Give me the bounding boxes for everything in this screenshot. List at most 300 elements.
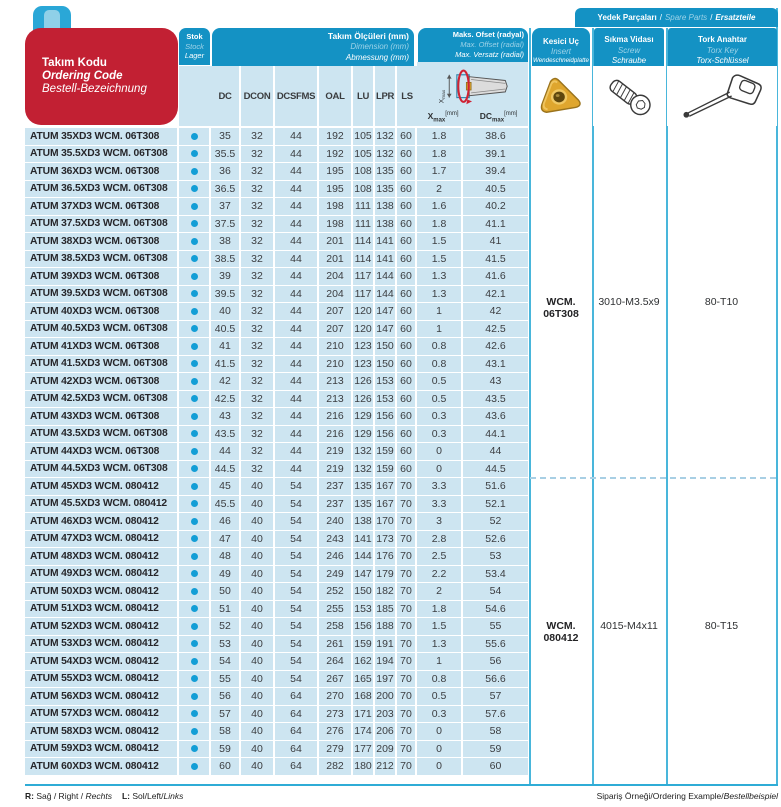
dc-cell: 59 — [211, 741, 241, 759]
lpr-cell: 147 — [375, 321, 397, 339]
stock-dot-icon — [191, 518, 198, 525]
table-row — [25, 303, 528, 321]
stock-cell — [179, 461, 211, 479]
dcmax-cell: 55.6 — [463, 636, 528, 654]
dcmax-cell: 52.1 — [463, 496, 528, 514]
dcon-cell: 32 — [241, 426, 275, 444]
dcmax-cell: 42 — [463, 303, 528, 321]
dcon-cell: 32 — [241, 408, 275, 426]
lpr-cell: 150 — [375, 356, 397, 374]
dcon-cell: 40 — [241, 566, 275, 584]
lu-cell: 132 — [353, 461, 375, 479]
dc-cell: 54 — [211, 653, 241, 671]
radial-offset-diagram-icon — [435, 69, 511, 111]
table-row — [25, 741, 528, 759]
dcon-cell: 32 — [241, 233, 275, 251]
stock-cell — [179, 723, 211, 741]
dcon-cell: 40 — [241, 548, 275, 566]
xmax-label: $X_{max}[mm]$ — [427, 111, 459, 124]
torx-key-label-de: Torx-Schlüssel — [696, 56, 749, 66]
torx-key-label-tr: Tork Anahtar — [698, 35, 747, 45]
product-code-cell: ATUM 44.5XD3 WCM. 06T308 — [25, 461, 179, 479]
stock-dot-icon — [191, 500, 198, 507]
stock-dot-icon — [191, 570, 198, 577]
left-hand-de: Links — [163, 791, 184, 801]
col-header-oal: OAL — [319, 66, 353, 126]
xmax-cell: 1.8 — [417, 216, 463, 234]
stock-cell — [179, 181, 211, 199]
lpr-cell: 150 — [375, 338, 397, 356]
offset-sublabels — [417, 111, 528, 124]
xmax-cell: 0 — [417, 443, 463, 461]
dc-cell: 39 — [211, 268, 241, 286]
ordering-code-label-en: Ordering Code — [42, 69, 123, 82]
oal-cell: 270 — [319, 688, 353, 706]
table-row — [25, 531, 528, 549]
stock-cell — [179, 286, 211, 304]
screw-icon — [600, 71, 658, 121]
dcsfms-cell: 54 — [275, 548, 319, 566]
oal-cell: 195 — [319, 181, 353, 199]
ls-cell: 60 — [397, 146, 417, 164]
oal-cell: 216 — [319, 426, 353, 444]
oal-cell: 219 — [319, 461, 353, 479]
dcon-cell: 32 — [241, 251, 275, 269]
ls-cell: 70 — [397, 706, 417, 724]
lu-cell: 126 — [353, 391, 375, 409]
lu-cell: 177 — [353, 741, 375, 759]
dcon-cell: 40 — [241, 496, 275, 514]
dcmax-cell: 43.1 — [463, 356, 528, 374]
dimensions-label-tr: Takım Ölçüleri (mm) — [327, 31, 409, 42]
dcmax-cell: 38.6 — [463, 128, 528, 146]
oal-cell: 246 — [319, 548, 353, 566]
product-code-cell: ATUM 35XD3 WCM. 06T308 — [25, 128, 179, 146]
lu-cell: 132 — [353, 443, 375, 461]
stock-cell — [179, 653, 211, 671]
xmax-cell: 0 — [417, 723, 463, 741]
dc-cell: 35.5 — [211, 146, 241, 164]
oal-cell: 210 — [319, 338, 353, 356]
dcmax-cell: 59 — [463, 741, 528, 759]
product-code-cell: ATUM 48XD3 WCM. 080412 — [25, 548, 179, 566]
dimension-subcolumns — [211, 66, 417, 126]
table-row — [25, 671, 528, 689]
col-header-dc: DC — [211, 66, 241, 126]
product-code-cell: ATUM 40.5XD3 WCM. 06T308 — [25, 321, 179, 339]
stock-dot-icon — [191, 378, 198, 385]
stock-cell — [179, 408, 211, 426]
dcsfms-cell: 44 — [275, 251, 319, 269]
stock-dot-icon — [191, 220, 198, 227]
lpr-cell: 135 — [375, 181, 397, 199]
dc-cell: 48 — [211, 548, 241, 566]
dc-cell: 43.5 — [211, 426, 241, 444]
lu-cell: 108 — [353, 181, 375, 199]
dcmax-cell: 53.4 — [463, 566, 528, 584]
dcmax-cell: 40.5 — [463, 181, 528, 199]
dcmax-cell: 41.1 — [463, 216, 528, 234]
table-row — [25, 251, 528, 269]
dcsfms-cell: 54 — [275, 496, 319, 514]
dcsfms-cell: 54 — [275, 566, 319, 584]
product-code-cell: ATUM 39XD3 WCM. 06T308 — [25, 268, 179, 286]
stock-cell — [179, 758, 211, 776]
xmax-cell: 0 — [417, 461, 463, 479]
lpr-cell: 144 — [375, 268, 397, 286]
dcon-cell: 32 — [241, 198, 275, 216]
table-row — [25, 636, 528, 654]
screw-label-en: Screw — [617, 45, 641, 55]
dimensions-label-en: Dimension (mm) — [350, 42, 409, 52]
dc-cell: 38 — [211, 233, 241, 251]
stock-dot-icon — [191, 728, 198, 735]
product-code-cell: ATUM 44XD3 WCM. 06T308 — [25, 443, 179, 461]
dcsfms-cell: 44 — [275, 408, 319, 426]
dcon-cell: 40 — [241, 706, 275, 724]
column-divider — [529, 28, 531, 785]
stock-cell — [179, 636, 211, 654]
ls-cell: 60 — [397, 216, 417, 234]
lpr-cell: 153 — [375, 391, 397, 409]
xmax-cell: 1.3 — [417, 636, 463, 654]
lpr-cell: 156 — [375, 408, 397, 426]
dcmax-cell: 42.5 — [463, 321, 528, 339]
product-code-cell: ATUM 56XD3 WCM. 080412 — [25, 688, 179, 706]
table-row — [25, 426, 528, 444]
torx-key-image-cell — [667, 66, 777, 126]
dcon-cell: 40 — [241, 758, 275, 776]
dc-cell: 38.5 — [211, 251, 241, 269]
dcmax-cell: 60 — [463, 758, 528, 776]
product-code-cell: ATUM 42XD3 WCM. 06T308 — [25, 373, 179, 391]
ordering-example-text: Sipariş Örneği/Ordering Example/ — [596, 791, 724, 801]
table-row — [25, 233, 528, 251]
oal-cell: 279 — [319, 741, 353, 759]
dimensions-label-de: Abmessung (mm) — [345, 52, 409, 62]
dcon-cell: 32 — [241, 181, 275, 199]
lpr-cell: 182 — [375, 583, 397, 601]
dcsfms-cell: 44 — [275, 233, 319, 251]
dcon-cell: 32 — [241, 268, 275, 286]
dcmax-cell: 55 — [463, 618, 528, 636]
product-code-cell: ATUM 43.5XD3 WCM. 06T308 — [25, 426, 179, 444]
oal-cell: 219 — [319, 443, 353, 461]
dc-cell: 44.5 — [211, 461, 241, 479]
oal-cell: 216 — [319, 408, 353, 426]
stock-cell — [179, 338, 211, 356]
ordering-code-header — [25, 28, 178, 125]
stock-dot-icon — [191, 675, 198, 682]
dc-cell: 37.5 — [211, 216, 241, 234]
lpr-cell: 179 — [375, 566, 397, 584]
dcsfms-cell: 54 — [275, 618, 319, 636]
dcon-cell: 32 — [241, 338, 275, 356]
ls-cell: 70 — [397, 513, 417, 531]
ls-cell: 60 — [397, 163, 417, 181]
dcmax-cell: 41.5 — [463, 251, 528, 269]
lu-cell: 147 — [353, 566, 375, 584]
lu-cell: 168 — [353, 688, 375, 706]
ls-cell: 60 — [397, 391, 417, 409]
dcmax-cell: 39.4 — [463, 163, 528, 181]
dcsfms-cell: 44 — [275, 426, 319, 444]
lu-cell: 108 — [353, 163, 375, 181]
lpr-cell: 144 — [375, 286, 397, 304]
ls-cell: 60 — [397, 198, 417, 216]
stock-cell — [179, 531, 211, 549]
product-table — [25, 128, 528, 776]
stock-dot-icon — [191, 483, 198, 490]
stock-cell — [179, 706, 211, 724]
dc-cell: 49 — [211, 566, 241, 584]
stock-dot-icon — [191, 395, 198, 402]
stock-cell — [179, 513, 211, 531]
dcon-cell: 32 — [241, 443, 275, 461]
ls-cell: 70 — [397, 496, 417, 514]
table-row — [25, 758, 528, 776]
table-row — [25, 496, 528, 514]
ls-cell: 60 — [397, 251, 417, 269]
lpr-cell: 153 — [375, 373, 397, 391]
oal-cell: 240 — [319, 513, 353, 531]
lpr-cell: 173 — [375, 531, 397, 549]
separator: / — [659, 13, 662, 22]
dcon-cell: 32 — [241, 373, 275, 391]
dcsfms-cell: 44 — [275, 391, 319, 409]
dc-cell: 39.5 — [211, 286, 241, 304]
dcmax-cell: 56.6 — [463, 671, 528, 689]
stock-cell — [179, 583, 211, 601]
stock-cell — [179, 496, 211, 514]
bottom-rule — [25, 784, 778, 786]
dc-cell: 42.5 — [211, 391, 241, 409]
dc-cell: 42 — [211, 373, 241, 391]
product-code-cell: ATUM 41.5XD3 WCM. 06T308 — [25, 356, 179, 374]
dcsfms-cell: 44 — [275, 461, 319, 479]
ordering-code-label-tr: Takım Kodu — [42, 56, 107, 69]
dcon-cell: 32 — [241, 303, 275, 321]
xmax-cell: 3 — [417, 513, 463, 531]
col-header-ls: LS — [397, 66, 417, 126]
oal-cell: 201 — [319, 251, 353, 269]
lu-cell: 150 — [353, 583, 375, 601]
dc-cell: 56 — [211, 688, 241, 706]
dc-cell: 60 — [211, 758, 241, 776]
ls-cell: 60 — [397, 286, 417, 304]
stock-label-tr: Stok — [186, 32, 203, 42]
dcsfms-cell: 54 — [275, 601, 319, 619]
lpr-cell: 147 — [375, 303, 397, 321]
dcmax-cell: 41.6 — [463, 268, 528, 286]
dcsfms-cell: 44 — [275, 268, 319, 286]
dcmax-cell: 57 — [463, 688, 528, 706]
product-code-cell: ATUM 39.5XD3 WCM. 06T308 — [25, 286, 179, 304]
col-header-dcon: DCON — [241, 66, 275, 126]
dcsfms-cell: 44 — [275, 338, 319, 356]
lu-cell: 138 — [353, 513, 375, 531]
stock-dot-icon — [191, 185, 198, 192]
insert-code-group2: WCM. 080412 — [543, 620, 579, 644]
dc-cell: 40.5 — [211, 321, 241, 339]
product-code-cell: ATUM 53XD3 WCM. 080412 — [25, 636, 179, 654]
stock-cell — [179, 741, 211, 759]
dcon-cell: 32 — [241, 163, 275, 181]
stock-dot-icon — [191, 203, 198, 210]
dc-cell: 52 — [211, 618, 241, 636]
dcsfms-cell: 64 — [275, 741, 319, 759]
stock-cell — [179, 391, 211, 409]
ls-cell: 60 — [397, 338, 417, 356]
stock-label-en: Stock — [185, 41, 204, 51]
insert-icon — [537, 74, 585, 118]
xmax-cell: 0.8 — [417, 356, 463, 374]
oal-cell: 204 — [319, 286, 353, 304]
dc-cell: 45.5 — [211, 496, 241, 514]
stock-cell — [179, 251, 211, 269]
table-row — [25, 513, 528, 531]
dcon-cell: 40 — [241, 601, 275, 619]
screw-label-tr: Sıkma Vidası — [604, 35, 654, 45]
lu-cell: 126 — [353, 373, 375, 391]
stock-dot-icon — [191, 623, 198, 630]
right-hand-key: R: — [25, 791, 34, 801]
dcmax-cell: 58 — [463, 723, 528, 741]
dcsfms-cell: 44 — [275, 163, 319, 181]
lu-cell: 159 — [353, 636, 375, 654]
table-row — [25, 653, 528, 671]
lpr-cell: 185 — [375, 601, 397, 619]
lu-cell: 135 — [353, 496, 375, 514]
xmax-cell: 1 — [417, 303, 463, 321]
dcmax-cell: 57.6 — [463, 706, 528, 724]
lpr-cell: 159 — [375, 443, 397, 461]
torx-code-group1: 80-T10 — [704, 296, 739, 308]
product-code-cell: ATUM 36XD3 WCM. 06T308 — [25, 163, 179, 181]
max-offset-label-en: Max. Offset (radial) — [460, 40, 524, 50]
xmax-cell: 2 — [417, 181, 463, 199]
product-code-cell: ATUM 55XD3 WCM. 080412 — [25, 671, 179, 689]
col-header-lu: LU — [353, 66, 375, 126]
stock-cell — [179, 128, 211, 146]
dcmax-cell: 42.1 — [463, 286, 528, 304]
table-row — [25, 566, 528, 584]
oal-cell: 213 — [319, 373, 353, 391]
table-row — [25, 408, 528, 426]
stock-dot-icon — [191, 290, 198, 297]
lu-cell: 153 — [353, 601, 375, 619]
left-hand-text: Sol/Left/ — [129, 791, 164, 801]
dc-cell: 37 — [211, 198, 241, 216]
dcmax-cell: 52.6 — [463, 531, 528, 549]
xmax-cell: 1 — [417, 653, 463, 671]
ls-cell: 60 — [397, 408, 417, 426]
table-row — [25, 601, 528, 619]
ls-cell: 60 — [397, 356, 417, 374]
spare-parts-band — [575, 8, 778, 27]
lpr-cell: 188 — [375, 618, 397, 636]
xmax-cell: 1.5 — [417, 233, 463, 251]
product-code-cell: ATUM 57XD3 WCM. 080412 — [25, 706, 179, 724]
right-hand-text: Sağ / Right / — [33, 791, 86, 801]
stock-cell — [179, 146, 211, 164]
dcmax-cell: 42.6 — [463, 338, 528, 356]
product-code-cell: ATUM 41XD3 WCM. 06T308 — [25, 338, 179, 356]
dcsfms-cell: 44 — [275, 356, 319, 374]
stock-label-de: Lager — [184, 51, 205, 61]
xmax-cell: 0 — [417, 758, 463, 776]
dcmax-cell: 40.2 — [463, 198, 528, 216]
oal-cell: 198 — [319, 198, 353, 216]
lu-cell: 180 — [353, 758, 375, 776]
dc-cell: 51 — [211, 601, 241, 619]
table-row — [25, 461, 528, 479]
lpr-cell: 194 — [375, 653, 397, 671]
ls-cell: 60 — [397, 443, 417, 461]
dc-cell: 35 — [211, 128, 241, 146]
ordering-example-de: Bestellbeispiel — [723, 791, 778, 801]
lu-cell: 105 — [353, 128, 375, 146]
screw-code-group2: 4015-M4x11 — [600, 620, 658, 632]
insert-label-tr: Kesici Uç — [542, 36, 580, 46]
oal-cell: 198 — [319, 216, 353, 234]
stock-cell — [179, 688, 211, 706]
lpr-cell: 159 — [375, 461, 397, 479]
dcsfms-cell: 44 — [275, 198, 319, 216]
table-row — [25, 146, 528, 164]
lpr-cell: 212 — [375, 758, 397, 776]
product-code-cell: ATUM 49XD3 WCM. 080412 — [25, 566, 179, 584]
dcmax-cell: 43.5 — [463, 391, 528, 409]
product-code-cell: ATUM 38.5XD3 WCM. 06T308 — [25, 251, 179, 269]
oal-cell: 192 — [319, 128, 353, 146]
xmax-cell: 0.3 — [417, 426, 463, 444]
dc-cell: 41.5 — [211, 356, 241, 374]
dc-cell: 41 — [211, 338, 241, 356]
table-row — [25, 443, 528, 461]
ls-cell: 60 — [397, 321, 417, 339]
xmax-cell: 1 — [417, 321, 463, 339]
ls-cell: 70 — [397, 601, 417, 619]
column-divider — [666, 28, 668, 785]
dcsfms-cell: 64 — [275, 758, 319, 776]
table-row — [25, 706, 528, 724]
table-row — [25, 548, 528, 566]
oal-cell: 258 — [319, 618, 353, 636]
dcsfms-cell: 54 — [275, 513, 319, 531]
dcmax-cell: 54 — [463, 583, 528, 601]
dcsfms-cell: 64 — [275, 706, 319, 724]
dcmax-cell: 44.1 — [463, 426, 528, 444]
lpr-cell: 141 — [375, 251, 397, 269]
dcon-cell: 32 — [241, 391, 275, 409]
ls-cell: 70 — [397, 671, 417, 689]
xmax-cell: 2.8 — [417, 531, 463, 549]
lu-cell: 156 — [353, 618, 375, 636]
oal-cell: 249 — [319, 566, 353, 584]
xmax-cell: 0.5 — [417, 688, 463, 706]
table-row — [25, 321, 528, 339]
dcmax-cell: 53 — [463, 548, 528, 566]
stock-cell — [179, 443, 211, 461]
stock-cell — [179, 321, 211, 339]
stock-dot-icon — [191, 640, 198, 647]
dcmax-label: $DC_{max}[mm]$ — [479, 111, 518, 124]
product-code-cell: ATUM 42.5XD3 WCM. 06T308 — [25, 391, 179, 409]
dcon-cell: 40 — [241, 478, 275, 496]
product-code-cell: ATUM 37.5XD3 WCM. 06T308 — [25, 216, 179, 234]
table-row — [25, 618, 528, 636]
